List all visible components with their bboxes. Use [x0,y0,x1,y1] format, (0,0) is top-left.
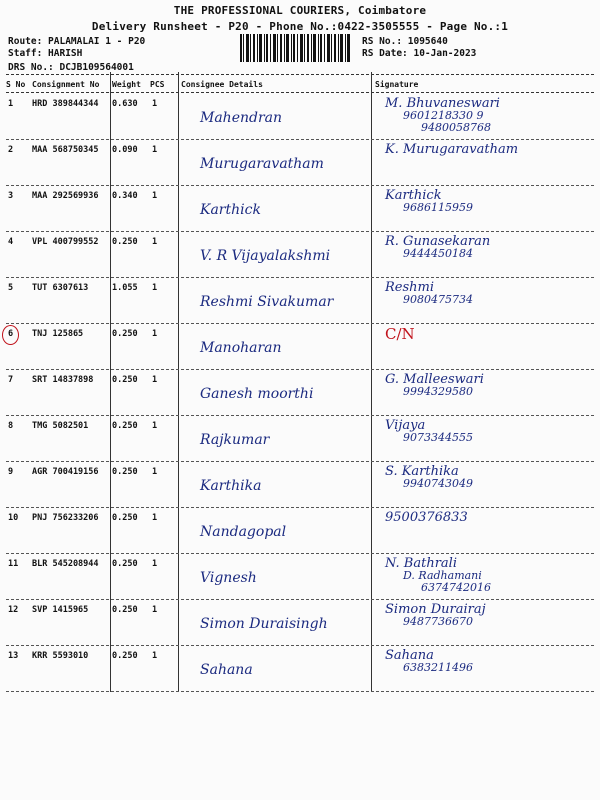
row-sno: 12 [8,605,19,615]
row-sno: 6 [8,329,14,339]
runsheet-subtitle: Delivery Runsheet - P20 - Phone No.:0422-3505555 - Page No.:1 [91,20,509,33]
signature-line: 9487736670 [403,615,473,628]
row-consignee: Simon Duraisingh [200,616,328,632]
row-signature [385,236,490,260]
row-sno: 4 [8,237,14,247]
signature-line: 9940743049 [403,477,473,490]
row-weight: 0.630 [112,99,138,109]
row-sno: 7 [8,375,14,385]
row-signature [385,558,491,594]
staff-label: Staff: HARISH [8,48,83,59]
table-row [0,324,600,370]
row-consignment-no: TUT 6307613 [32,283,89,293]
signature-line: 9480058768 [421,121,491,134]
signature-line: 6374742016 [421,581,491,594]
table-row [0,370,600,416]
signature-line: 9686115959 [403,201,473,214]
row-pcs: 1 [152,651,158,661]
table-row [0,278,600,324]
signature-line: N. Bathrali [385,556,457,571]
rs-date: RS Date: 10-Jan-2023 [362,48,477,59]
table-row [0,600,600,646]
table-row [0,186,600,232]
signature-line: R. Gunasekaran [385,234,491,249]
row-weight: 0.250 [112,651,138,661]
row-signature [385,604,486,628]
row-consignee: Manoharan [200,340,282,356]
row-weight: 0.250 [112,559,138,569]
row-consignee: Vignesh [200,570,257,586]
table-row [0,416,600,462]
row-sno: 13 [8,651,19,661]
row-consignee: Karthick [200,202,261,218]
row-pcs: 1 [152,559,158,569]
table-row [0,554,600,600]
row-consignment-no: TNJ 125865 [32,329,84,339]
signature-line: 6383211496 [403,661,473,674]
row-pcs: 1 [152,145,158,155]
row-sno: 5 [8,283,14,293]
row-consignee: Reshmi Sivakumar [200,294,334,310]
row-signature [385,282,473,306]
table-row [0,140,600,186]
signature-line: M. Bhuvaneswari [385,96,500,111]
row-weight: 1.055 [112,283,138,293]
rs-number: RS No.: 1095640 [362,36,448,47]
row-pcs: 1 [152,375,158,385]
row-pcs: 1 [152,605,158,615]
row-weight: 0.250 [112,329,138,339]
table-row [0,508,600,554]
drs-number: DRS No.: DCJB109564001 [8,62,134,73]
row-pcs: 1 [152,421,158,431]
row-sno: 9 [8,467,14,477]
row-consignment-no: SVP 1415965 [32,605,89,615]
signature-line: K. Murugaravatham [385,142,519,157]
table-row [0,94,600,140]
signature-line: C/N [385,325,415,343]
row-consignee: Nandagopal [200,524,287,540]
row-consignee: Sahana [200,662,253,678]
row-consignment-no: SRT 14837898 [32,375,94,385]
signature-line: 9994329580 [403,385,473,398]
row-signature [385,325,415,343]
signature-line: D. Radhamani [403,569,482,582]
col-sno: S No [6,80,26,89]
table-row [0,462,600,508]
row-weight: 0.090 [112,145,138,155]
row-sno: 10 [8,513,19,523]
row-consignment-no: VPL 400799552 [32,237,99,247]
runsheet-title: THE PROFESSIONAL COURIERS, Coimbatore [173,4,427,17]
signature-line: Vijaya [385,418,426,433]
signature-line: G. Malleeswari [385,372,484,387]
row-weight: 0.250 [112,467,138,477]
row-consignee: V. R Vijayalakshmi [200,248,331,264]
row-consignment-no: AGR 700419156 [32,467,99,477]
barcode-icon [240,34,350,62]
row-consignment-no: KRR 5593010 [32,651,89,661]
row-pcs: 1 [152,191,158,201]
row-weight: 0.250 [112,237,138,247]
row-consignment-no: MAA 292569936 [32,191,99,201]
row-consignee: Rajkumar [200,432,270,448]
row-weight: 0.250 [112,421,138,431]
signature-line: Reshmi [385,280,435,295]
row-signature [385,374,484,398]
row-weight: 0.250 [112,375,138,385]
col-weight: Weight [112,80,141,89]
row-consignee: Murugaravatham [200,156,324,172]
row-consignment-no: MAA 568750345 [32,145,99,155]
header-bottom-rule [6,92,594,93]
row-consignment-no: BLR 545208944 [32,559,99,569]
row-signature [385,144,518,156]
row-signature [385,98,500,134]
row-weight: 0.250 [112,605,138,615]
row-signature [385,650,473,674]
row-pcs: 1 [152,237,158,247]
row-weight: 0.250 [112,513,138,523]
row-consignment-no: PNJ 756233206 [32,513,99,523]
row-pcs: 1 [152,513,158,523]
signature-line: Karthick [385,188,442,203]
route-label: Route: PALAMALAI 1 - P20 [8,36,146,47]
signature-line: 9080475734 [403,293,473,306]
signature-line: 9073344555 [403,431,473,444]
row-pcs: 1 [152,283,158,293]
col-consignment: Consignment No [32,80,100,89]
row-pcs: 1 [152,467,158,477]
signature-line: 9601218330 9 [403,109,484,122]
col-consignee: Consignee Details [181,80,263,89]
signature-line: S. Karthika [385,464,459,479]
col-signature: Signature [375,80,419,89]
row-signature [385,190,473,214]
signature-line: 9444450184 [403,247,473,260]
table-row [0,232,600,278]
row-signature [385,420,473,444]
row-divider [6,691,594,692]
row-weight: 0.340 [112,191,138,201]
row-pcs: 1 [152,329,158,339]
signature-line: Sahana [385,648,434,663]
row-sno: 2 [8,145,14,155]
row-consignee: Mahendran [200,110,283,126]
row-sno: 1 [8,99,14,109]
row-consignee: Karthika [200,478,262,494]
row-pcs: 1 [152,99,158,109]
signature-line: 9500376833 [385,510,468,525]
row-consignee: Ganesh moorthi [200,386,314,402]
row-consignment-no: TMG 5082501 [32,421,89,431]
row-signature [385,512,468,524]
row-sno: 11 [8,559,19,569]
row-signature [385,466,473,490]
row-consignment-no: HRD 389844344 [32,99,99,109]
col-pcs: PCS [150,80,165,89]
signature-line: Simon Durairaj [385,602,486,617]
header-top-rule [6,74,594,75]
row-sno: 8 [8,421,14,431]
row-sno: 3 [8,191,14,201]
table-row [0,646,600,692]
